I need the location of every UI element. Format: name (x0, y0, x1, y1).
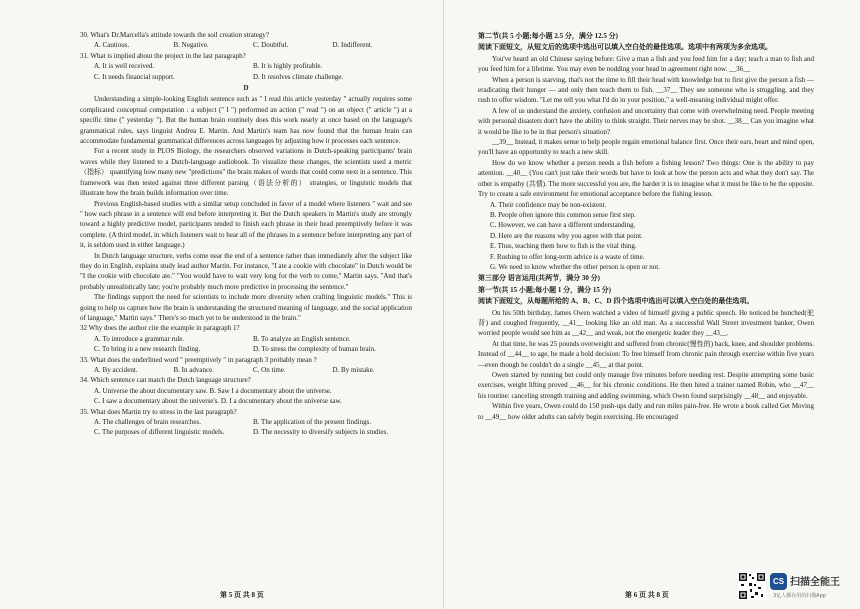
option: C. It needs financial support. (94, 72, 175, 81)
option: B. Negative. (173, 41, 209, 50)
part3-instruction: 阅读下面短文，从每题所给的 A、B、C、D 四个选项中选出可以填入空白处的最佳选项。 (478, 297, 754, 306)
option: B. In advance. (173, 366, 214, 374)
option: A. The challenges of brain researches. (94, 418, 201, 427)
passage-paragraph: A few of us understand the anxiety, confusion and uncertainty that come with overwhelming need. People meeting with personal disasters don't have the ability to think straight. Their nerves may be shot. __38__ Can you imagine what it would be like to be in that person's situation? (478, 106, 814, 136)
scanner-app-name: 扫描全能王 (790, 577, 840, 588)
passage-paragraph: At that time, he was 25 pounds overweight and suffered from chronic(慢性的) back, knee, and shoulder problems. Instead of __44__ to age, he made a bold decision: To free himself from chronic pain through exercise within five years—even though he couldn't do a single __45__ at that point. (478, 339, 814, 369)
question-30-options (80, 40, 412, 50)
option: D. By mistake. (332, 366, 375, 374)
question-33-options (80, 365, 412, 375)
section-instruction: 阅读下面短文，从短文后的选项中选出可以填入空白处的最佳选项。选项中有两项为多余选项。 (478, 43, 772, 52)
question-32-options (80, 334, 412, 355)
question-35-options (80, 417, 412, 438)
passage-paragraph: In Dutch language structure, verbs come near the end of a sentence rather than immediately after the subject like they do in English, explains study lead author Martin. For instance, "I ate a cookie with chocolate" in Dutch would be "I the cookie with chocolate ate." "You would have to wait very long for the verb to come," Martin says. "And that's probably unrealistically late; you're probably much more predictive in processing the sentence." (80, 251, 412, 291)
passage-paragraph: The findings support the need for scientists to include more diversity when crafting linguistic models." This is going to help us capture how the brain is understanding the structured meaning of language, and the social application of language," Martin says." There's so much yet to be understood in the brain." (80, 293, 412, 322)
passage-paragraph: You've heard an old Chinese saying before: Give a man a fish and you feed him for a day; teach a man to fish and you feed him for a lifetime. You may even be nodding your head in agreement right now. __36__ (478, 54, 814, 74)
option: B. The application of the present findings. (253, 418, 372, 427)
option: C. On time. (253, 366, 286, 374)
question-30-stem: 30. What's Dr.Marcella's attitude towards the soil creation strategy? (80, 31, 270, 39)
passage-paragraph: Understanding a simple-looking English sentence such as " I read this article yesterday " actually requires some complicated conceptual computation : a subject (" I ") performed an action (" read ") on an object (" article ") at a specific time (" yesterday "). But the human brain routinely does this work nearly at once based on the language's grammatical rules, says linguist Andrea E. Martin. And Martin's team has now found that the human brain can accommodate fundamental grammatical differences across languages by adjusting how it processes each sentence. (80, 95, 412, 146)
option: B. It is highly profitable. (253, 62, 323, 71)
choice-item: F. Rushing to offer long-term advice is a waste of time. (490, 252, 645, 261)
option: D. The necessity to diversify subjects in studies. (253, 428, 388, 437)
question-31-stem: 31. What is implied about the project in the last paragraph? (80, 51, 246, 60)
passage-paragraph: For a recent study in PLOS Biology, the researchers observed variations in Dutch-speaking participants' brain waves while they listened to a Dutch-language audiobook. To visualize these changes, the scientists used a metric（指标） quantifying how many new "predictions" the brain makes of words that could come next in a sentence. This framework was then tested against three different parsing（语法分析的） strategies, or linguistic models that illustrate how the brain builds information over time. (80, 147, 412, 198)
passage-paragraph: Previous English-based studies with a similar setup concluded in favor of a model where listeners " wait and see " how each phrase in a sentence will end before interpreting it. But the Dutch speakers in Martin's study are strongly toward a highly predictive model, participants tended to finish each phrase in their head preemptively before it was complete. (A third model, in which listeners wait to hear all of the phrases in a sentence before interpreting any part of it, is seldom used in either language.) (80, 199, 412, 250)
question-35-stem: 35. What does Martin try to stress in the last paragraph? (80, 407, 237, 416)
choice-item: G. We need to know whether the other person is open or not. (490, 262, 660, 271)
question-32-stem: 32 Why does the author cite the example in paragraph 1? (80, 324, 240, 333)
passage-paragraph: Within five years, Owen could do 150 push-ups daily and run miles pain-free. He wrote a book called Get Moving to __49__ how older adults can safely begin exercising. He encouraged (478, 402, 814, 421)
question-31-options (80, 61, 412, 82)
scanner-app-tagline: 3亿人都在用的扫描App (773, 593, 826, 599)
option: A. Universe the about documentary saw. B. Saw I a documentary about the universe. (94, 386, 332, 395)
section-letter: D (243, 84, 249, 93)
option: A. By accident. (94, 366, 138, 374)
option: C. I saw a documentary about the universe's. D. I a documentary about the universe saw. (94, 397, 342, 406)
option: D. To stress the complexity of human brain. (253, 345, 376, 354)
question-34-stem: 34. Which sentence can match the Dutch language structure? (80, 376, 251, 385)
page-footer-left: 第 5 页 共 8 页 (220, 591, 264, 599)
option: C. The purposes of different linguistic models. (94, 428, 225, 437)
choice-item: B. People often ignore this common sense first step. (490, 210, 636, 219)
passage-paragraph: When a person is starving, that's not the time to fill their head with knowledge but to first give the person a fish — eradicating their hunger — and only then teach them to fish. __37__ They see someone who is struggling, and they rush to offer wisdom. "Let me tell you what I'd do in your position," a well-meaning individual might offer. (478, 75, 814, 105)
option: A. Cautious. (94, 41, 130, 50)
page-divider (443, 0, 444, 609)
choice-item: D. Here are the reasons why you agree with that point. (490, 231, 643, 240)
choice-item: E. Thus, teaching them how to fish is the vital thing. (490, 242, 637, 251)
choice-item: A. Their confidence may be non-existent. (490, 200, 607, 209)
passage-paragraph: Owen started by running but could only manage five minutes before needing rest. Despite attempting some basic exercises, weight lifting proved __46__ for his chronic conditions. He then hired a trainer named Robin, who __47__ his routine: canceling strength training and adding swimming, which Owen found surprisingly __48__ and enjoyable. (478, 371, 814, 400)
scanner-app-logo-icon: CS (770, 573, 787, 590)
passage-paragraph: On his 50th birthday, James Owen watched a video of himself giving a public speech. He noticed he hunched(驼背) and coughed frequently, __41__ looking like an old man. As a successful Wall Street investment banker, Owen worried people would see him as __42__ and weak, not the energetic leader they __43__. (478, 308, 814, 338)
part3-subtitle: 第一节(共 15 小题;每小题 1 分，满分 15 分) (478, 285, 611, 294)
passage-paragraph: __39__ Instead, it makes sense to help people regain emotional balance first. Once their ears, heart and mind open, you'll have an opportunity to teach a new skill. (478, 138, 814, 157)
option: C. Doubtful. (253, 41, 289, 50)
right-page (478, 30, 814, 590)
passage-paragraph: How do we know whether a person needs a fish before a fishing lesson? Two things: One is the ability to pay attention. __40__ (You can't just take their words but have to look at how the person acts and what they don't say. The other is empathy (共情). The more successful you are, the harder it is to imagine what it must be like to be the opposite. Try to create a safe environment for emotional acceptance before the fishing lesson. (478, 158, 814, 199)
option: D. It resolves climate challenge. (253, 72, 344, 81)
choice-item: C. However, we can have a different understanding. (490, 221, 636, 230)
option: B. To analyze an English sentence. (253, 334, 351, 343)
option: A. It is well received. (94, 62, 155, 71)
option: A. To introduce a grammar rule. (94, 334, 185, 343)
page-footer-right: 第 6 页 共 8 页 (625, 591, 669, 599)
option: D. Indifferent. (332, 41, 373, 50)
section-title: 第二节(共 5 小题;每小题 2.5 分，满分 12.5 分) (478, 32, 618, 40)
question-33-stem: 33. What does the underlined word " preemptively " in paragraph 3 probably mean ? (80, 355, 317, 364)
option: C. To bring in a new research finding. (94, 345, 201, 354)
part3-title: 第三部分 语言运用(共两节，满分 30 分) (478, 274, 600, 283)
left-page (80, 30, 412, 590)
qr-code-icon (738, 572, 766, 600)
question-34-options (80, 386, 412, 407)
